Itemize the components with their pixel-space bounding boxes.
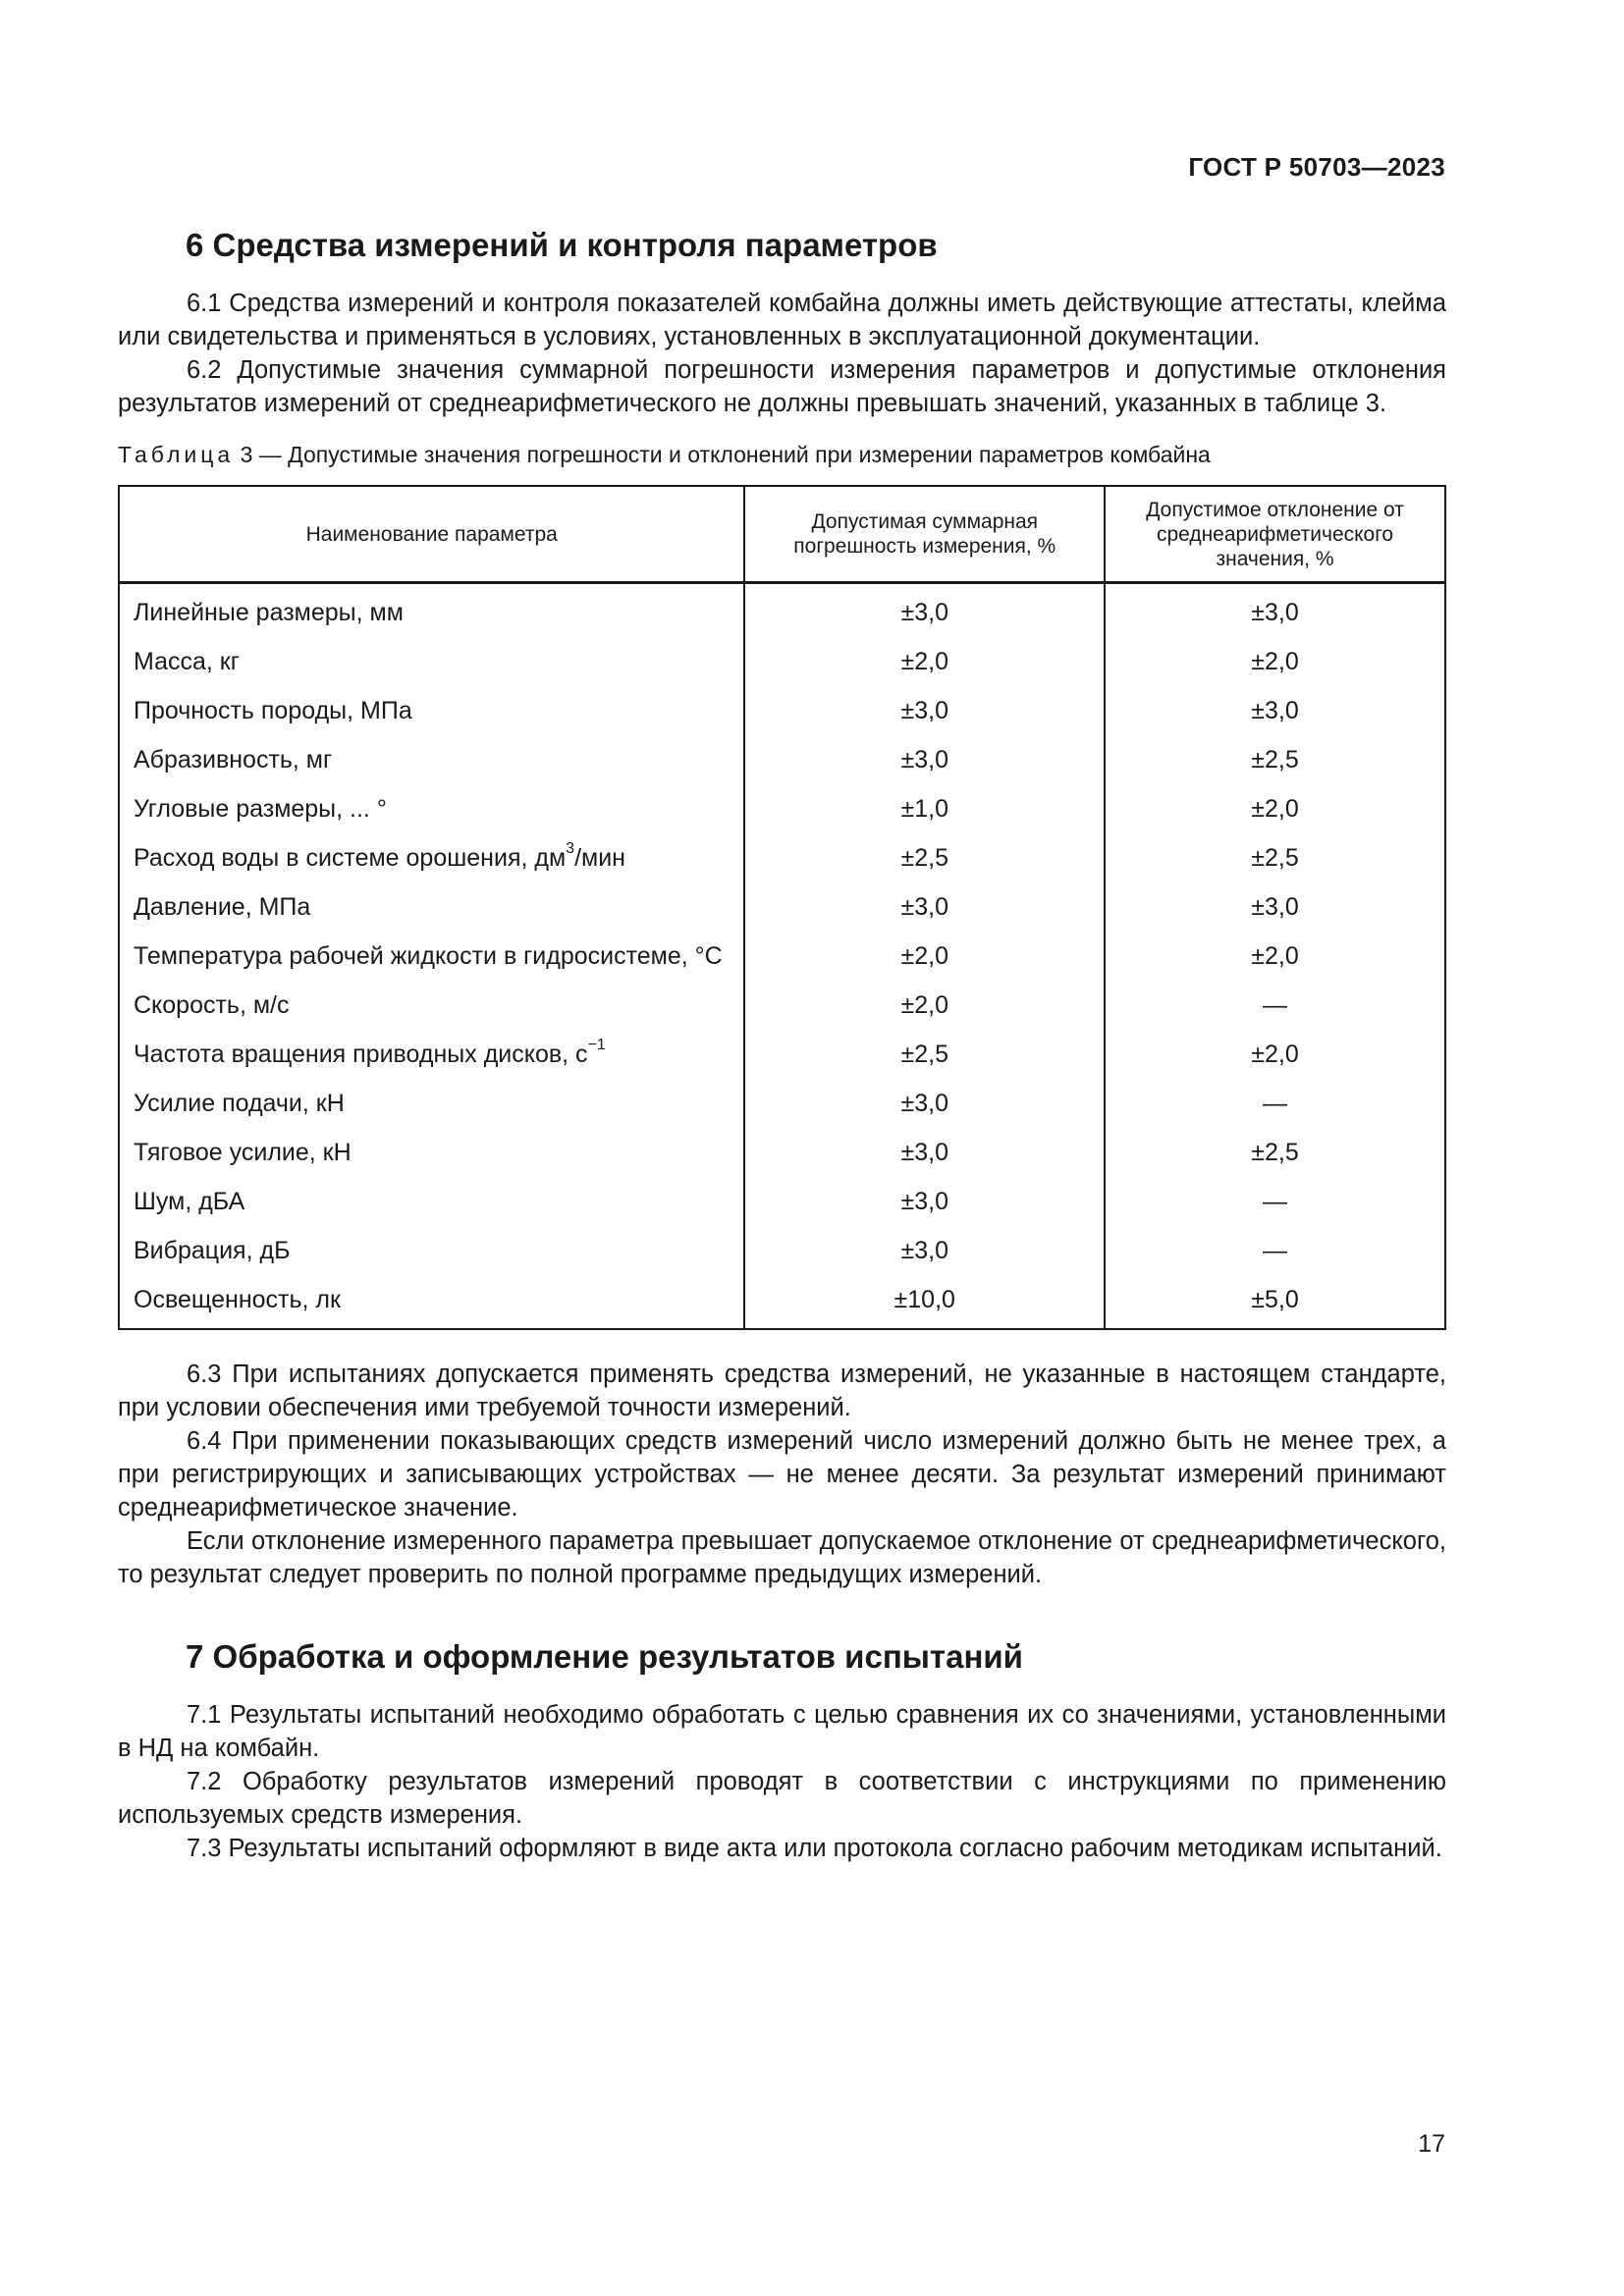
paragraph-7-3: 7.3 Результаты испытаний оформляют в виде акта или протокола согласно рабочим методикам испытаний. [187, 1835, 1442, 1862]
table-row [119, 637, 1445, 686]
deviation-value: ±2,5 [1105, 735, 1445, 784]
param-name: Шум, дБА [134, 1187, 245, 1215]
deviation-value: ±2,0 [1105, 1030, 1445, 1079]
page-content [118, 221, 1446, 1865]
table-row [119, 1128, 1445, 1177]
table-row [119, 981, 1445, 1030]
total-error-value: ±2,5 [744, 1030, 1105, 1079]
table-3 [118, 485, 1446, 1330]
param-name: Температура рабочей жидкости в гидросистеме, °С [134, 941, 723, 970]
deviation-value: ±2,5 [1105, 833, 1445, 882]
total-error-value: ±3,0 [744, 735, 1105, 784]
param-name: Абразивность, мг [134, 745, 333, 774]
section-6-title: 6 Средства измерений и контроля параметров [186, 227, 938, 263]
table-row [119, 833, 1445, 882]
paragraph-6-4-continued: Если отклонение измеренного параметра превышает допускаемое отклонение от среднеарифметического, то результат следует проверить по полной программе предыдущих измерений. [118, 1527, 1446, 1588]
section-6 [118, 221, 1446, 420]
deviation-value: ±5,0 [1105, 1275, 1445, 1329]
paragraph-6-2: 6.2 Допустимые значения суммарной погрешности измерения параметров и допустимые отклонения результатов измерений от среднеарифметического не должны превышать значений, указанных в таблице 3. [118, 356, 1446, 417]
table-row [119, 686, 1445, 735]
deviation-value: ±3,0 [1105, 686, 1445, 735]
total-error-value: ±2,0 [744, 637, 1105, 686]
table-caption-label: Таблица [118, 442, 235, 467]
deviation-value: ±2,0 [1105, 932, 1445, 981]
paragraph-7-2: 7.2 Обработку результатов измерений проводят в соответствии с инструкциями по применению используемых средств измерения. [118, 1768, 1446, 1829]
section-7-title: 7 Обработка и оформление результатов испытаний [186, 1638, 1023, 1675]
param-name-superscript: −1 [587, 1037, 606, 1054]
param-name: Усилие подачи, кН [134, 1089, 345, 1117]
total-error-value: ±2,0 [744, 981, 1105, 1030]
paragraph-6-3: 6.3 При испытаниях допускается применять средства измерений, не указанные в настоящем стандарте, при условии обеспечения ими требуемой точности измерений. [118, 1361, 1446, 1421]
param-name: Прочность породы, МПа [134, 696, 412, 724]
table-3-caption [118, 440, 1446, 469]
param-name: Скорость, м/с [134, 990, 290, 1019]
table-row [119, 735, 1445, 784]
table-row [119, 932, 1445, 981]
param-name: Вибрация, дБ [134, 1236, 291, 1264]
total-error-value: ±3,0 [744, 882, 1105, 932]
table-row [119, 1275, 1445, 1329]
deviation-value: ±2,0 [1105, 784, 1445, 833]
standard-header: ГОСТ Р 50703—2023 [1188, 152, 1445, 182]
param-name-tail: /мин [574, 843, 625, 872]
table-header-row [119, 486, 1445, 583]
total-error-value: ±10,0 [744, 1275, 1105, 1329]
section-7 [118, 1632, 1446, 1865]
deviation-value: ±3,0 [1105, 583, 1445, 638]
table-caption-text: 3 — Допустимые значения погрешности и отклонений при измерении параметров комбайна [234, 442, 1211, 467]
post-table-paragraphs [118, 1358, 1446, 1591]
total-error-value: ±2,5 [744, 833, 1105, 882]
header-total-error: Допустимая суммарная погрешность измерения, % [744, 486, 1105, 583]
param-name: Угловые размеры, ... ° [134, 794, 387, 823]
param-name: Давление, МПа [134, 892, 311, 921]
param-name-text: Расход воды в системе орошения, дм [134, 843, 567, 872]
table-row [119, 784, 1445, 833]
deviation-value: ±2,0 [1105, 637, 1445, 686]
paragraph-7-1: 7.1 Результаты испытаний необходимо обработать с целью сравнения их со значениями, установленными в НД на комбайн. [118, 1701, 1446, 1762]
param-name-superscript: 3 [566, 840, 575, 858]
param-name-text: Частота вращения приводных дисков, с [134, 1040, 588, 1068]
deviation-value: — [1105, 1226, 1445, 1275]
page-number: 17 [1418, 2130, 1445, 2158]
param-name [119, 1030, 744, 1079]
table-row [119, 1177, 1445, 1226]
total-error-value: ±2,0 [744, 932, 1105, 981]
deviation-value: — [1105, 1177, 1445, 1226]
deviation-value: — [1105, 1079, 1445, 1128]
total-error-value: ±3,0 [744, 686, 1105, 735]
header-parameter-name: Наименование параметра [119, 486, 744, 583]
param-name: Тяговое усилие, кН [134, 1138, 352, 1166]
table-row [119, 1079, 1445, 1128]
total-error-value: ±3,0 [744, 1079, 1105, 1128]
param-name [119, 833, 744, 882]
table-row [119, 1226, 1445, 1275]
table-row [119, 583, 1445, 638]
header-deviation: Допустимое отклонение от среднеарифметического значения, % [1105, 486, 1445, 583]
total-error-value: ±1,0 [744, 784, 1105, 833]
param-name: Освещенность, лк [134, 1285, 341, 1313]
deviation-value: ±3,0 [1105, 882, 1445, 932]
deviation-value: ±2,5 [1105, 1128, 1445, 1177]
total-error-value: ±3,0 [744, 583, 1105, 638]
total-error-value: ±3,0 [744, 1226, 1105, 1275]
total-error-value: ±3,0 [744, 1177, 1105, 1226]
param-name: Масса, кг [134, 647, 240, 675]
table-row [119, 882, 1445, 932]
param-name: Линейные размеры, мм [134, 598, 404, 626]
paragraph-6-1: 6.1 Средства измерений и контроля показателей комбайна должны иметь действующие аттестаты, клейма или свидетельства и применяться в условиях, установленных в эксплуатационной документации. [118, 290, 1446, 350]
deviation-value: — [1105, 981, 1445, 1030]
table-row [119, 1030, 1445, 1079]
total-error-value: ±3,0 [744, 1128, 1105, 1177]
paragraph-6-4: 6.4 При применении показывающих средств измерений число измерений должно быть не менее трех, а при регистрирующих и записывающих устройствах — не менее десяти. За результат измерений принимают среднеарифметическое значение. [118, 1427, 1446, 1522]
